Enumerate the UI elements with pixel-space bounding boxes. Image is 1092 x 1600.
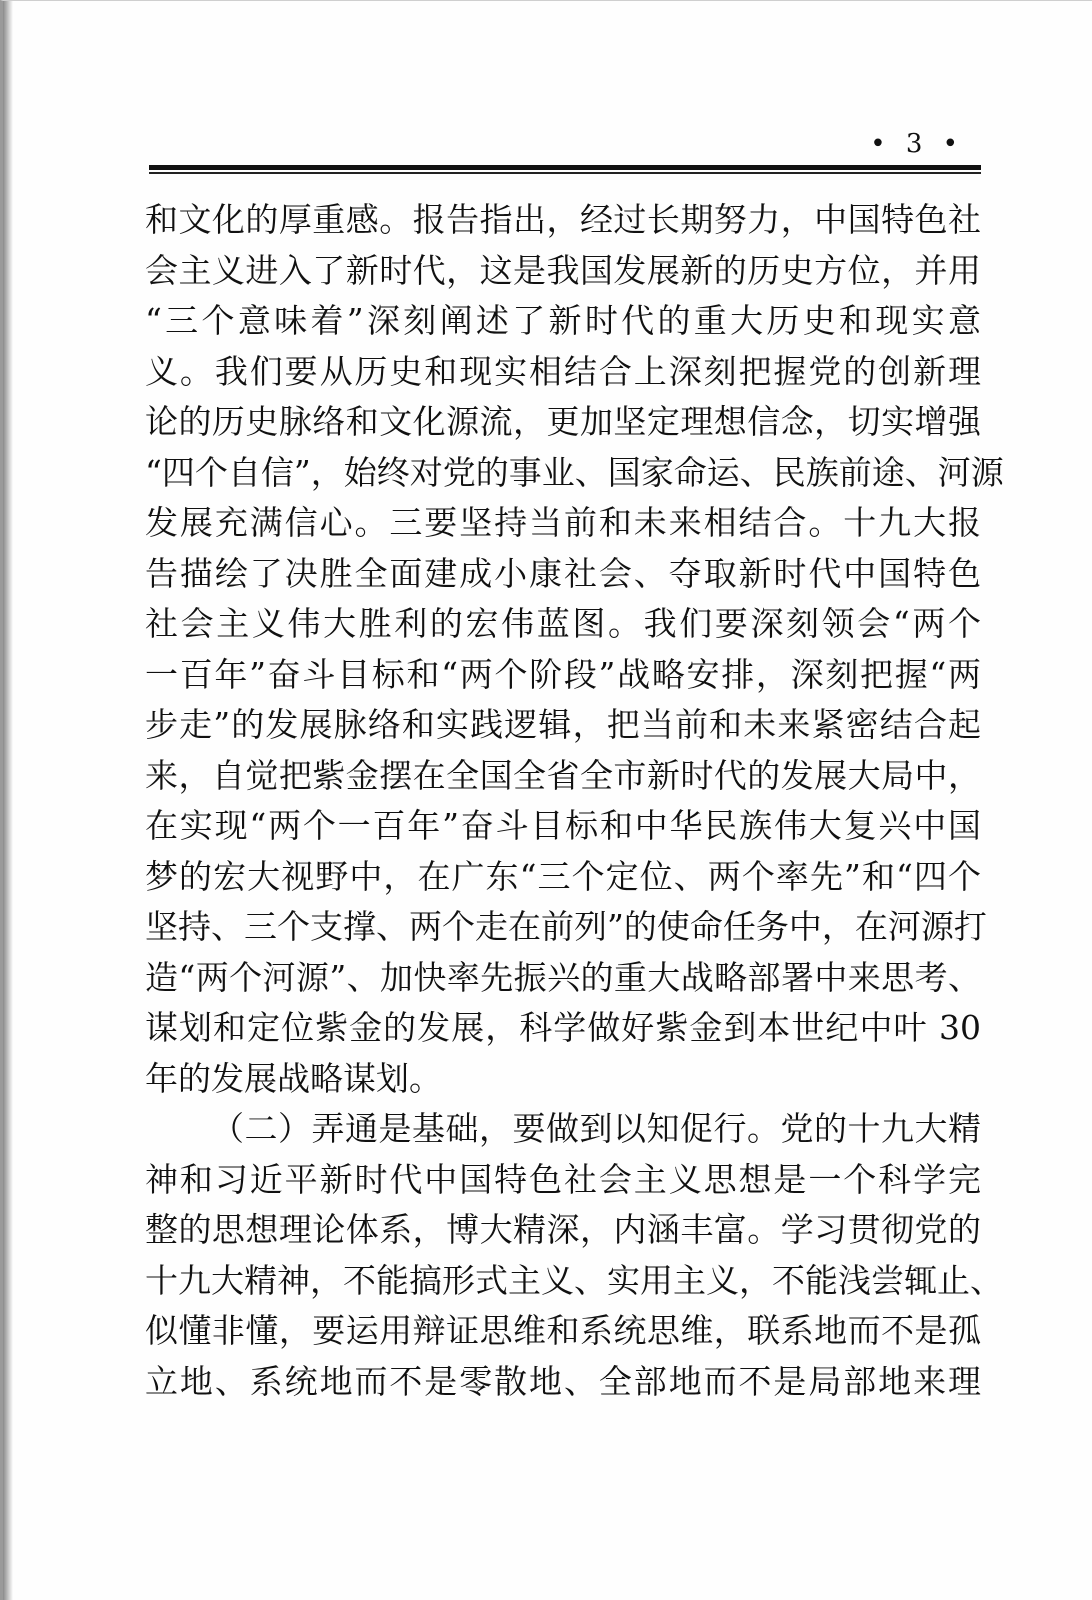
text-line: “三个意味着”深刻阐述了新时代的重大历史和现实意	[145, 301, 981, 340]
text-line: 告描绘了决胜全面建成小康社会、夺取新时代中国特色	[145, 553, 981, 593]
text-line: 发展充满信心。三要坚持当前和未来相结合。十九大报	[145, 503, 981, 542]
paragraph-2-first-line	[145, 1104, 981, 1155]
text-line: 义。我们要从历史和现实相结合上深刻把握党的创新理	[145, 351, 981, 391]
text-line: 在实现“两个一百年”奋斗目标和中华民族伟大复兴中国	[145, 806, 981, 845]
text-line: “四个自信”，始终对党的事业、国家命运、民族前途、河源	[145, 452, 1004, 492]
text-line: 神和习近平新时代中国特色社会主义思想是一个科学完	[145, 1159, 981, 1199]
header-rule-thin	[149, 172, 981, 174]
text-line: 坚持、三个支撑、两个走在前列”的使命任务中，在河源打	[145, 907, 987, 946]
text-line: 社会主义伟大胜利的宏伟蓝图。我们要深刻领会“两个	[145, 604, 981, 643]
text-line: 立地、系统地而不是零散地、全部地而不是局部地来理	[145, 1361, 981, 1401]
text-line: 整的思想理论体系，博大精深，内涵丰富。学习贯彻党的	[145, 1210, 981, 1249]
text-line: 似懂非懂，要运用辩证思维和系统思维，联系地而不是孤	[145, 1311, 981, 1350]
text-line: 十九大精神，不能搞形式主义、实用主义，不能浅尝辄止、	[145, 1260, 1003, 1300]
section-heading: （二）弄通是基础，要做到以知促行。	[211, 1109, 781, 1148]
text-line: 年的发展战略谋划。	[145, 1058, 442, 1098]
text-line: 和文化的厚重感。报告指出，经过长期努力，中国特色社	[145, 200, 981, 239]
text-line: 步走”的发展脉络和实践逻辑，把当前和未来紧密结合起	[145, 705, 981, 744]
page-number: • 3 •	[870, 129, 964, 159]
text-line: 会主义进入了新时代，这是我国发展新的历史方位，并用	[145, 250, 981, 290]
text-fragment: 党的十九大精	[780, 1109, 981, 1148]
text-line: 论的历史脉络和文化源流，更加坚定理想信念，切实增强	[145, 402, 981, 441]
text-line: 梦的宏大视野中，在广东“三个定位、两个率先”和“四个	[145, 856, 981, 896]
header-rule-thick	[149, 165, 981, 170]
text-line: 一百年”奋斗目标和“两个阶段”战略安排，深刻把握“两	[145, 654, 981, 694]
text-line: 造“两个河源”、加快率先振兴的重大战略部署中来思考、	[145, 957, 981, 997]
body-text	[145, 195, 1004, 1407]
text-line: 谋划和定位紫金的发展，科学做好紫金到本世纪中叶 30	[145, 1008, 981, 1047]
text-line: 来，自觉把紫金摆在全国全省全市新时代的发展大局中，	[145, 755, 981, 795]
scan-edge-shadow	[3, 1, 13, 1600]
